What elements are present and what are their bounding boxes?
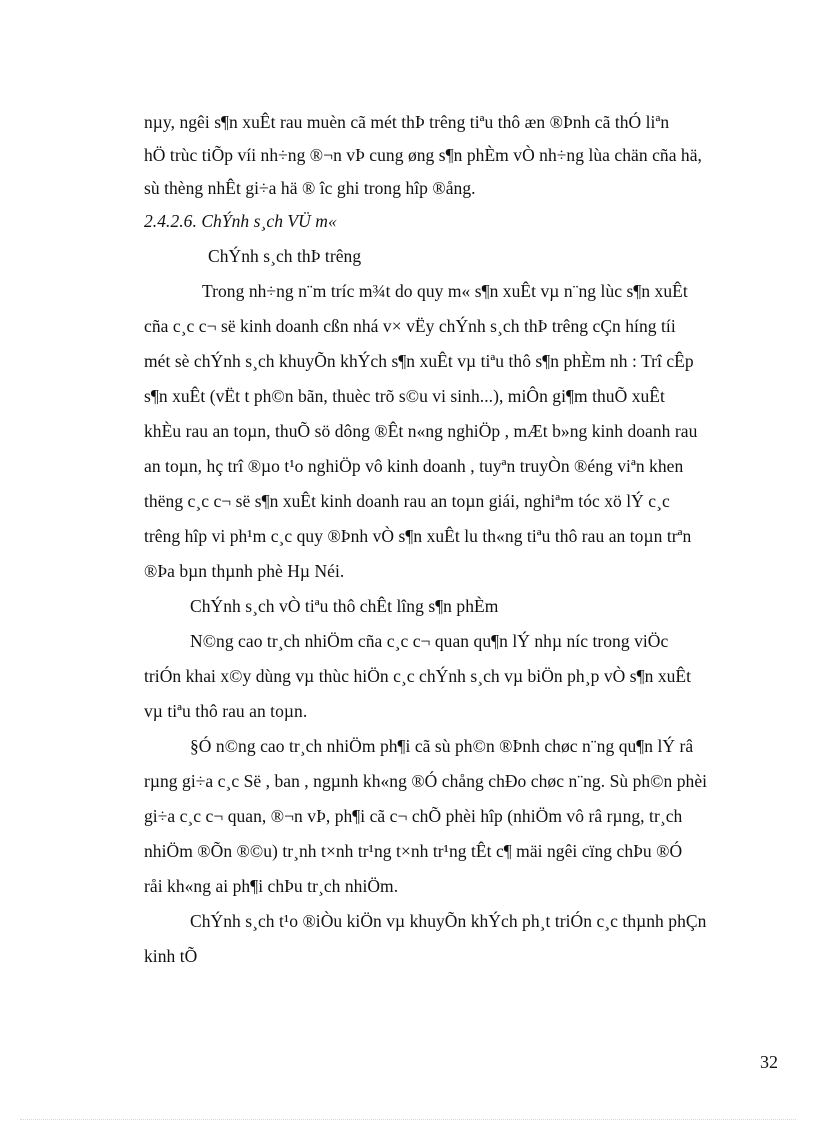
page-number: 32: [760, 1052, 778, 1072]
body-text-line: hÖ trùc tiÕp víi nh÷ng ®¬n vÞ cung øng s¶n phÈm vÒ nh÷ng lùa chän cña hä,: [144, 145, 702, 165]
body-text-line: gi÷a c¸c c¬ quan, ®¬n vÞ, ph¶i cã c¬ chÕ phèi hîp (nhiÖm vô râ rµng, tr¸ch: [144, 806, 683, 826]
body-text-line: rµng gi÷a c¸c Së , ban , ngµnh kh«ng ®Ó chång chÐo chøc n¨ng. Sù ph©n phèi: [144, 771, 708, 791]
body-text-line: Trong nh÷ng n¨m tríc m¾t do quy m« s¶n xuÊt vµ n¨ng lùc s¶n xuÊt: [202, 281, 688, 301]
body-text-line: khÈu rau an toµn, thuÕ sö dông ®Êt n«ng nghiÖp , mÆt b»ng kinh doanh rau: [144, 421, 698, 441]
body-text-line: thëng c¸c c¬ së s¶n xuÊt kinh doanh rau an toµn giái, nghiªm tóc xö lÝ c¸c: [144, 491, 670, 511]
body-text-line: ChÝnh s¸ch t¹o ®iÒu kiÖn vµ khuyÕn khÝch ph¸t triÓn c¸c thµnh phÇn: [190, 911, 707, 931]
body-text-line: s¶n xuÊt (vËt t ph©n bãn, thuèc trõ s©u vi sinh...), miÔn gi¶m thuÕ xuÊt: [144, 386, 665, 406]
body-text-line: kinh tÕ: [144, 946, 198, 966]
subheading: ChÝnh s¸ch vÒ tiªu thô chÊt lîng s¶n phÈm: [190, 596, 499, 616]
body-text-line: vµ tiªu thô rau an toµn.: [144, 701, 308, 721]
body-text-line: mét sè chÝnh s¸ch khuyÕn khÝch s¶n xuÊt vµ tiªu thô s¶n phÈm nh : Trî cÊp: [144, 351, 694, 371]
body-text-line: an toµn, hç trî ®µo t¹o nghiÖp vô kinh doanh , tuyªn truyÒn ®éng viªn khen: [144, 456, 684, 476]
body-text-line: N©ng cao tr¸ch nhiÖm cña c¸c c¬ quan qu¶n lÝ nhµ níc trong viÖc: [190, 631, 669, 651]
body-text-line: trêng hîp vi ph¹m c¸c quy ®Þnh vÒ s¶n xuÊt lu th«ng tiªu thô rau an toµn trªn: [144, 526, 692, 546]
body-text-line: sù thèng nhÊt gi÷a hä ® îc ghi trong hîp ®ång.: [144, 178, 476, 198]
body-text-line: ®Þa bµn thµnh phè Hµ Néi.: [144, 561, 345, 581]
section-heading: 2.4.2.6. ChÝnh s¸ch VÜ m«: [144, 211, 337, 231]
page-bottom-divider: [20, 1119, 796, 1120]
body-text-line: cña c¸c c¬ së kinh doanh cßn nhá v× vËy chÝnh s¸ch thÞ trêng cÇn híng tíi: [144, 316, 676, 336]
subheading: ChÝnh s¸ch thÞ trêng: [208, 246, 362, 266]
body-text-line: triÓn khai x©y dùng vµ thùc hiÖn c¸c chÝnh s¸ch vµ biÖn ph¸p vÒ s¶n xuÊt: [144, 666, 692, 686]
body-text-line: §Ó n©ng cao tr¸ch nhiÖm ph¶i cã sù ph©n ®Þnh chøc n¨ng qu¶n lÝ râ: [190, 736, 694, 756]
body-text-line: nµy, ngêi s¶n xuÊt rau muèn cã mét thÞ trêng tiªu thô æn ®Þnh cã thÓ liªn: [144, 112, 670, 132]
body-text-line: råi kh«ng ai ph¶i chÞu tr¸ch nhiÖm.: [144, 876, 399, 896]
body-text-line: nhiÖm ®Õn ®©u) tr¸nh t×nh tr¹ng t×nh tr¹ng tÊt c¶ mäi ngêi cïng chÞu ®Ó: [144, 841, 683, 861]
